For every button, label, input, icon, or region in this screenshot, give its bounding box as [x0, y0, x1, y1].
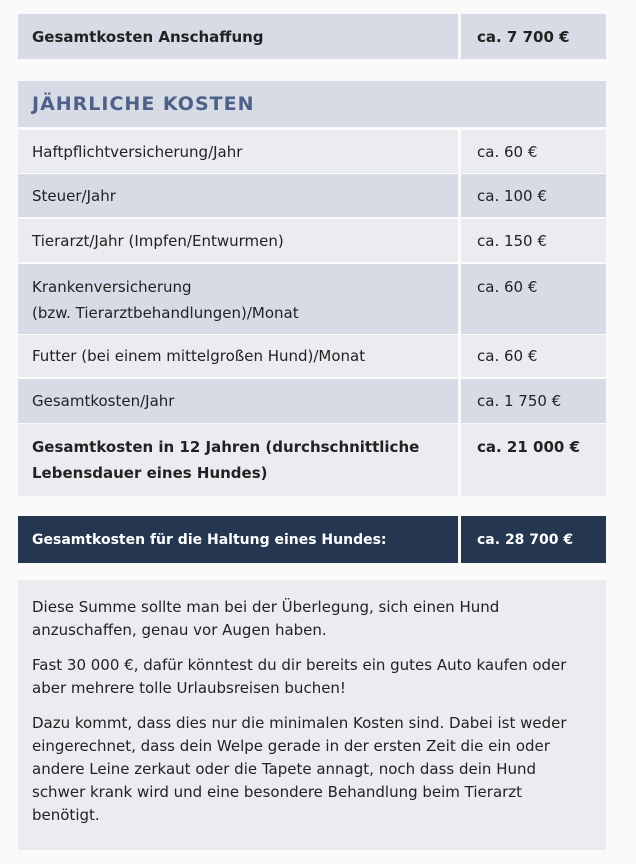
row-label: Gesamtkosten Anschaffung — [18, 14, 458, 59]
row-label-line: (bzw. Tierarztbehandlungen)/Monat — [32, 304, 299, 322]
row-label: Steuer/Jahr — [18, 174, 458, 217]
row-label: Gesamtkosten/Jahr — [18, 379, 458, 423]
row-value: ca. 28 700 € — [458, 516, 606, 563]
table-row — [18, 174, 606, 217]
row-value: ca. 1 750 € — [458, 379, 606, 423]
row-label — [18, 264, 458, 334]
table-row — [18, 335, 606, 377]
table-row — [18, 130, 606, 173]
row-label: Gesamtkosten für die Haltung eines Hundes: — [18, 516, 458, 563]
row-label-line: Krankenversicherung — [32, 278, 192, 296]
row-label: Futter (bei einem mittelgroßen Hund)/Monat — [18, 335, 458, 377]
info-paragraph: Dazu kommt, dass dies nur die minimalen Kosten sind. Dabei ist weder eingerechnet, dass dein Welpe gerade in der ersten Zeit die ein oder andere Leine zerkaut oder die Tapete annagt, noch dass dein Hund schwer krank wird und eine besondere Behandlung beim Tierarzt benötigt. — [32, 714, 567, 824]
table-row — [18, 264, 606, 334]
row-value: ca. 60 € — [458, 335, 606, 377]
table-row — [18, 219, 606, 262]
row-label — [18, 424, 458, 496]
table-row — [18, 424, 606, 496]
row-gesamtkosten-haltung — [18, 516, 606, 563]
row-label-line: Gesamtkosten in 12 Jahren (durchschnittliche — [32, 438, 420, 456]
row-value: ca. 150 € — [458, 219, 606, 262]
row-value: ca. 21 000 € — [458, 424, 606, 496]
row-label-line: Lebensdauer eines Hundes) — [32, 464, 268, 482]
info-box — [18, 580, 606, 850]
row-value: ca. 60 € — [458, 130, 606, 173]
info-paragraph: Fast 30 000 €, dafür könntest du dir bereits ein gutes Auto kaufen oder aber mehrere tolle Urlaubsreisen buchen! — [32, 656, 567, 697]
row-label: Tierarzt/Jahr (Impfen/Entwurmen) — [18, 219, 458, 262]
row-value: ca. 100 € — [458, 174, 606, 217]
row-label: Haftpflichtversicherung/Jahr — [18, 130, 458, 173]
row-value: ca. 7 700 € — [458, 14, 606, 59]
section-header-jaehrliche-kosten: JÄHRLICHE KOSTEN — [18, 81, 606, 127]
row-gesamtkosten-anschaffung — [18, 14, 606, 59]
row-value: ca. 60 € — [458, 264, 606, 334]
table-row — [18, 379, 606, 423]
info-paragraph: Diese Summe sollte man bei der Überlegung, sich einen Hund anzuschaffen, genau vor Augen haben. — [32, 598, 500, 639]
